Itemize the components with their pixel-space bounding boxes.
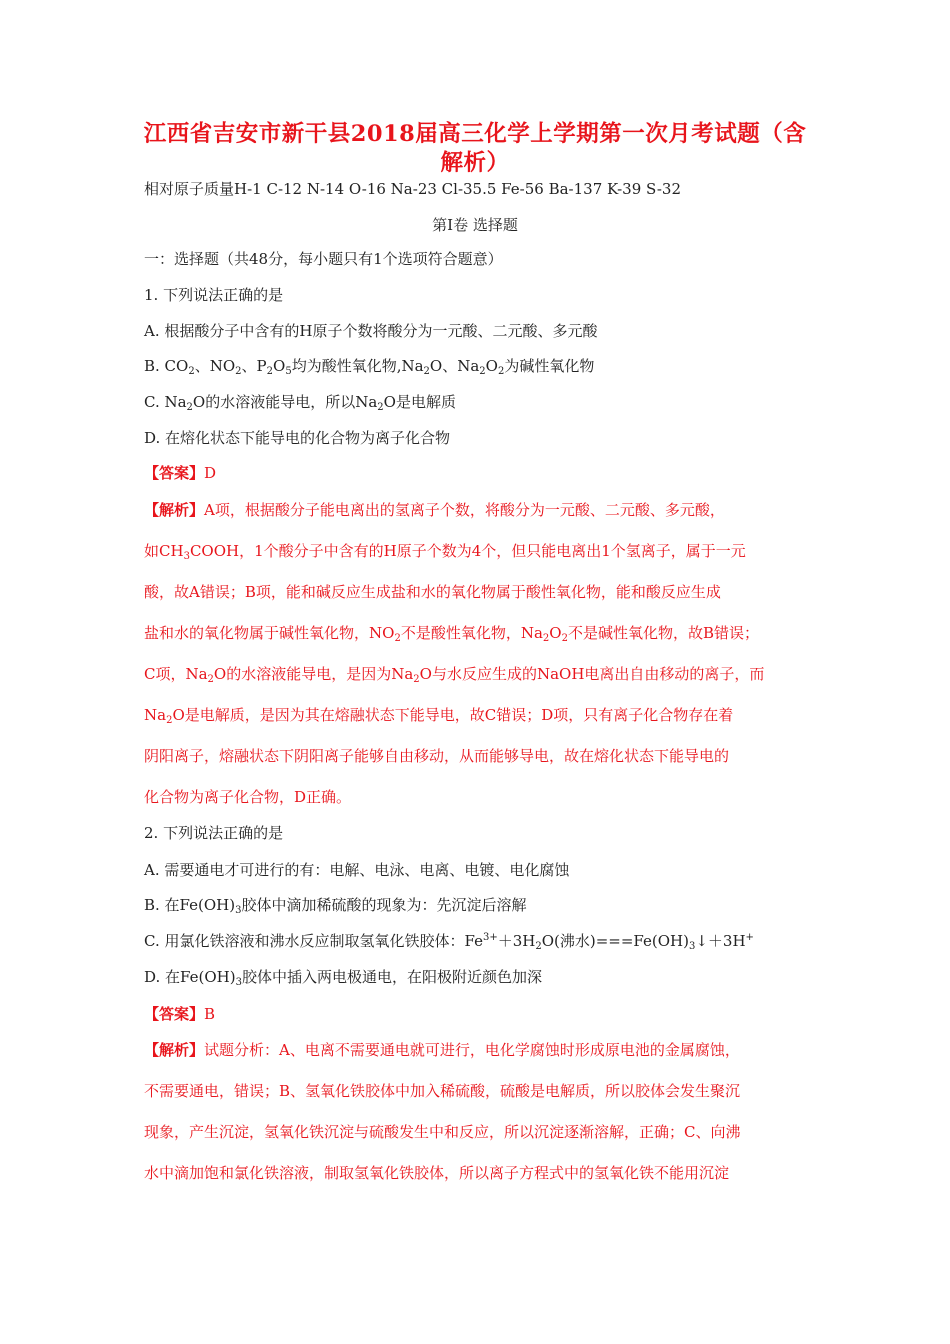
q1-option-a: A. 根据酸分子中含有的H原子个数将酸分为一元酸、二元酸、多元酸	[144, 322, 598, 340]
subscript: 2	[186, 402, 193, 413]
q1-analysis-line-2	[144, 540, 746, 562]
subscript: 3	[235, 977, 242, 988]
text: 胶体中插入两电极通电，在阳极附近颜色加深	[241, 968, 542, 986]
atomic-masses-line: 相对原子质量H-1 C-12 N-14 O-16 Na-23 Cl-35.5 Fe-56 Ba-137 K-39 S-32	[144, 180, 682, 198]
text: 不是碱性氧化物，故B错误；	[567, 624, 759, 642]
text: O的水溶液能导电，是因为Na	[213, 665, 414, 683]
subscript: 2	[394, 633, 401, 644]
text: COOH，1个酸分子中含有的H原子个数为4个，但只能电离出1个氢离子，属于一元	[189, 542, 746, 560]
subscript: 2	[377, 402, 384, 413]
text: A项，根据酸分子能电离出的氢离子个数，将酸分为一元酸、二元酸、多元酸，	[204, 501, 725, 519]
text: O的水溶液能导电，所以Na	[192, 393, 378, 411]
text: O是电解质	[383, 393, 456, 411]
subscript: 5	[285, 366, 292, 377]
text: 盐和水的氧化物属于碱性氧化物，NO	[144, 624, 395, 642]
text: O	[485, 357, 498, 375]
q2-analysis-line-2: 不需要通电，错误；B、氢氧化铁胶体中加入稀硫酸，硫酸是电解质，所以胶体会发生聚沉	[144, 1082, 741, 1100]
q1-analysis-line-1	[144, 499, 725, 520]
text: ↓＋3H	[695, 932, 746, 950]
superscript: +	[745, 932, 754, 943]
text: ＋3H	[497, 932, 536, 950]
text: O	[273, 357, 286, 375]
q1-stem: 1. 下列说法正确的是	[144, 286, 284, 304]
text: C项，Na	[144, 665, 208, 683]
q1-analysis-line-5	[144, 663, 764, 685]
subscript: 2	[413, 674, 420, 685]
text: 、NO	[194, 357, 236, 375]
text: B. CO	[144, 357, 189, 375]
analysis-label: 【解析】	[144, 501, 205, 519]
q1-option-b	[144, 355, 594, 377]
q2-answer	[144, 1003, 215, 1024]
text: O	[549, 624, 562, 642]
text: O是电解质，是因为其在熔融状态下能导电，故C错误；D项，只有离子化合物存在着	[172, 706, 734, 724]
q2-analysis-line-1	[144, 1039, 740, 1060]
subscript: 2	[542, 633, 550, 644]
subscript: 2	[266, 366, 273, 377]
q1-analysis-line-4	[144, 622, 759, 644]
answer-value: D	[204, 464, 217, 482]
part1-heading: 一：选择题（共48分，每小题只有1个选项符合题意）	[144, 250, 503, 268]
subscript: 2	[479, 366, 486, 377]
q2-option-b	[144, 894, 527, 916]
subscript: 2	[561, 633, 568, 644]
analysis-label: 【解析】	[144, 1041, 205, 1059]
text: O(沸水)===Fe(OH)	[541, 932, 689, 950]
section-heading: 第Ⅰ卷 选择题	[432, 216, 518, 234]
subscript: 2	[188, 366, 195, 377]
text: C. Na	[144, 393, 187, 411]
q1-analysis-line-3: 酸，故A错误；B项，能和碱反应生成盐和水的氧化物属于酸性氧化物，能和酸反应生成	[144, 583, 721, 601]
text: 试题分析：A、电离不需要通电就可进行，电化学腐蚀时形成原电池的金属腐蚀，	[204, 1041, 740, 1059]
text: O与水反应生成的NaOH电离出自由移动的离子，而	[419, 665, 765, 683]
text: 如CH	[144, 542, 184, 560]
q2-stem: 2. 下列说法正确的是	[144, 824, 284, 842]
q1-option-d: D. 在熔化状态下能导电的化合物为离子化合物	[144, 429, 451, 447]
document-title: 江西省吉安市新干县2018届高三化学上学期第一次月考试题（含解析）	[143, 121, 807, 176]
subscript: 2	[166, 715, 173, 726]
q2-analysis-line-4: 水中滴加饱和氯化铁溶液，制取氢氧化铁胶体，所以离子方程式中的氢氧化铁不能用沉淀	[144, 1164, 730, 1182]
text: O、Na	[429, 357, 480, 375]
text: 不是酸性氧化物，Na	[400, 624, 543, 642]
text: 均为酸性氧化物,Na	[291, 357, 424, 375]
subscript: 2	[207, 674, 214, 685]
q2-option-a: A. 需要通电才可进行的有：电解、电泳、电离、电镀、电化腐蚀	[144, 861, 570, 879]
subscript: 2	[535, 941, 542, 952]
q1-answer	[144, 462, 216, 483]
subscript: 2	[497, 366, 505, 377]
q1-option-c	[144, 391, 456, 413]
answer-label: 【答案】	[144, 1005, 205, 1023]
superscript: 3+	[482, 932, 498, 943]
text: C. 用氯化铁溶液和沸水反应制取氢氧化铁胶体：Fe	[144, 932, 483, 950]
subscript: 3	[183, 551, 190, 562]
answer-label: 【答案】	[144, 464, 205, 482]
text: Na	[144, 706, 167, 724]
q1-analysis-line-7: 阴阳离子，熔融状态下阴阳离子能够自由移动，从而能够导电，故在熔化状态下能导电的	[144, 747, 730, 765]
subscript: 3	[688, 941, 696, 952]
text: B. 在Fe(OH)	[144, 896, 236, 914]
q2-option-c	[144, 930, 754, 952]
q2-analysis-line-3: 现象，产生沉淀，氢氧化铁沉淀与硫酸发生中和反应，所以沉淀逐渐溶解，正确；C、向沸	[144, 1123, 741, 1141]
subscript: 3	[235, 905, 242, 916]
text: 、P	[241, 357, 267, 375]
answer-value: B	[204, 1005, 216, 1023]
subscript: 2	[235, 366, 242, 377]
q1-analysis-line-6	[144, 704, 733, 726]
text: D. 在Fe(OH)	[144, 968, 236, 986]
subscript: 2	[423, 366, 430, 377]
q1-analysis-line-8: 化合物为离子化合物，D正确。	[144, 788, 352, 806]
text: 胶体中滴加稀硫酸的现象为：先沉淀后溶解	[241, 896, 527, 914]
text: 为碱性氧化物	[504, 357, 595, 375]
q2-option-d	[144, 966, 542, 988]
